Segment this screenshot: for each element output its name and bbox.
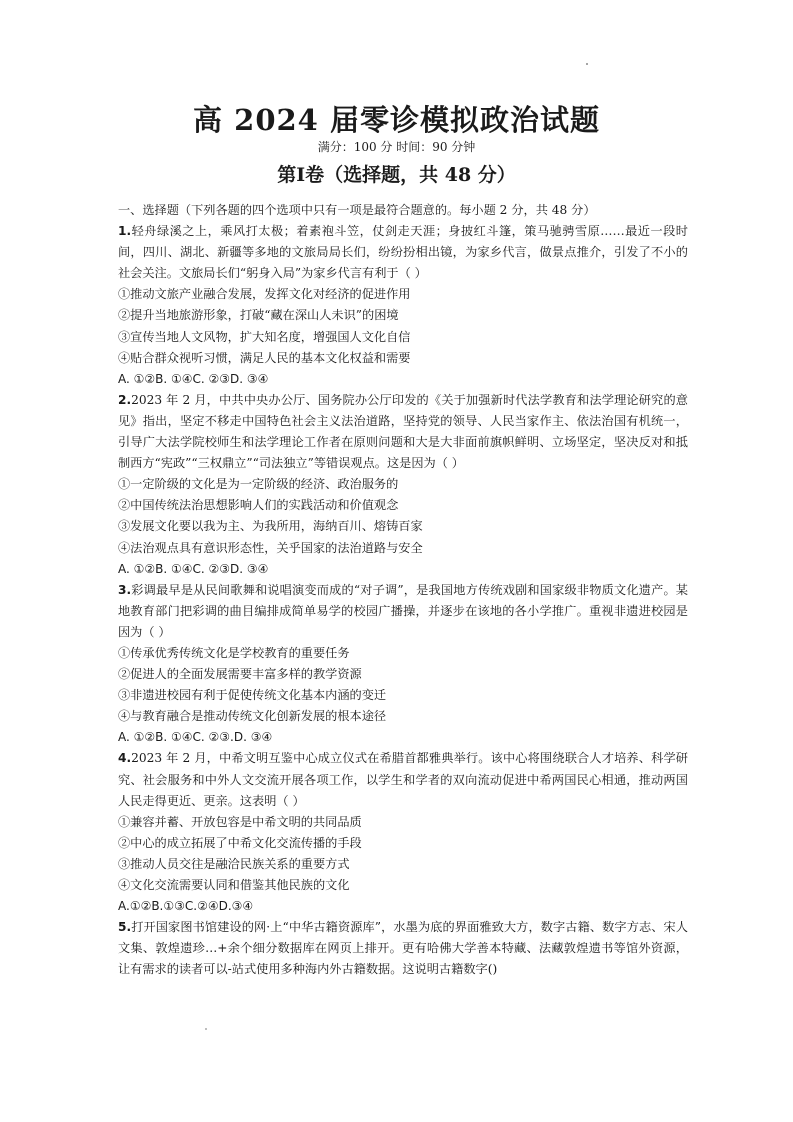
question-stem [118,748,688,811]
answer-options: A. ①②B. ①④C. ②③D. ③④ [118,371,269,386]
answer-options: A. ①②B. ①④C. ②③.D. ③④ [118,730,273,745]
question-5 [118,917,688,980]
question-1 [118,221,688,390]
choice-item: ③推动人员交往是融洽民族关系的重要方式 [118,856,350,871]
choice-item: ①推动文旅产业融合发展，发挥文化对经济的促进作用 [118,287,411,302]
question-number: 1. [118,224,132,239]
question-text: 2023 年 2 月，中希文明互鉴中心成立仪式在希腊首都雅典举行。该中心将围绕联合人才培养、科学研究、社会服务和中外人文交流开展各项工作，以学生和学者的双向流动促进中希两国民心相通，推动两国人民走得更近、更亲。这表明（ ） [118,751,688,808]
answer-options: A.①②B.①③C.②④D.③④ [118,899,254,914]
exam-title: 高 2024 届零诊模拟政治试题 [193,103,600,137]
question-number: 4. [118,751,132,766]
choice-item: ③宣传当地人文风物，扩大知名度，增强国人文化自信 [118,329,411,344]
question-content [118,200,688,980]
choice-item: ④与教育融合是推动传统文化创新发展的根本途径 [118,709,387,724]
question-number: 2. [118,392,132,407]
section-instruction: 一、选择题（下列各题的四个选项中只有一项是最符合题意的。每小题 2 分，共 48 分） [118,203,596,217]
question-4 [118,748,688,917]
choice-item: ③发展文化要以我为主、为我所用，海纳百川、熔铸百家 [118,519,423,534]
choice-item: ①传承优秀传统文化是学校教育的重要任务 [118,645,350,660]
choice-item: ④法治观点具有意识形态性，关乎国家的法治道路与安全 [118,540,423,555]
choice-item: ④文化交流需要认同和借鉴其他民族的文化 [118,878,350,892]
question-text: 彩调最早是从民间歌舞和说唱演变而成的“对子调”，是我国地方传统戏剧和国家级非物质文化遗产。某地教育部门把彩调的曲目编排成简单易学的校园广播操，并逐步在该地的各小学推广。重视非遗进校园是因为（ ） [118,582,688,639]
question-stem [118,221,688,284]
answer-options: A. ①②B. ①④C. ②③D. ③④ [118,561,269,576]
scan-speck [586,63,588,65]
exam-subtitle: 满分：100 分 时间：90 分钟 [317,140,476,154]
question-stem [118,580,688,643]
choice-item: ④贴合群众视听习惯，满足人民的基本文化权益和需要 [118,350,411,365]
question-stem [118,390,688,474]
question-3 [118,580,688,749]
scan-speck [205,1028,207,1030]
choice-item: ②中国传统法治思想影响人们的实践活动和价值观念 [118,498,399,513]
question-text: 打开国家图书馆建设的网·上“中华古籍资源库”，水墨为底的界面雅致大方，数字古籍、数字方志、宋人文集、敦煌遗珍…+余个细分数据库在网页上排开。更有哈佛大学善本特藏、法藏敦煌遗书等馆外资源，让有需求的读者可以-站式使用多种海内外古籍数据。这说明古籍数字() [118,920,688,977]
question-2 [118,390,688,580]
question-number: 5. [118,920,132,935]
choice-item: ①一定阶级的文化是为一定阶级的经济、政治服务的 [118,477,399,492]
part-title: 第Ⅰ卷（选择题，共 48 分） [277,164,516,186]
question-number: 3. [118,582,132,597]
question-text: 轻舟绿溪之上，乘风打太极；着素袍斗笠，仗剑走天涯；身披红斗篷，策马驰骋雪原……最近一段时间，四川、湖北、新疆等多地的文旅局局长们，纷纷扮相出镜，为家乡代言，做景点推介，引发了不小的社会关注。文旅局长们“躬身入局”为家乡代言有利于（ ） [118,224,688,281]
question-text: 2023 年 2 月，中共中央办公厅、国务院办公厅印发的《关于加强新时代法学教育和法学理论研究的意见》指出，坚定不移走中国特色社会主义法治道路，坚持党的领导、人民当家作主、依法治国有机统一，引导广大法学院校师生和法学理论工作者在原则问题和大是大非面前旗帜鲜明、立场坚定，坚决反对和抵制西方“宪政”“三权鼎立”“司法独立”等错误观点。这是因为（ ） [118,392,688,471]
choice-item: ③非遗进校园有利于促使传统文化基本内涵的变迁 [118,688,387,703]
choice-item: ①兼容并蓄、开放包容是中希文明的共同品质 [118,814,362,829]
choice-item: ②中心的成立拓展了中希文化交流传播的手段 [118,835,362,850]
choice-item: ②提升当地旅游形象，打破“藏在深山人未识”的困境 [118,308,399,323]
question-stem [118,917,688,980]
choice-item: ②促进人的全面发展需要丰富多样的教学资源 [118,667,362,682]
